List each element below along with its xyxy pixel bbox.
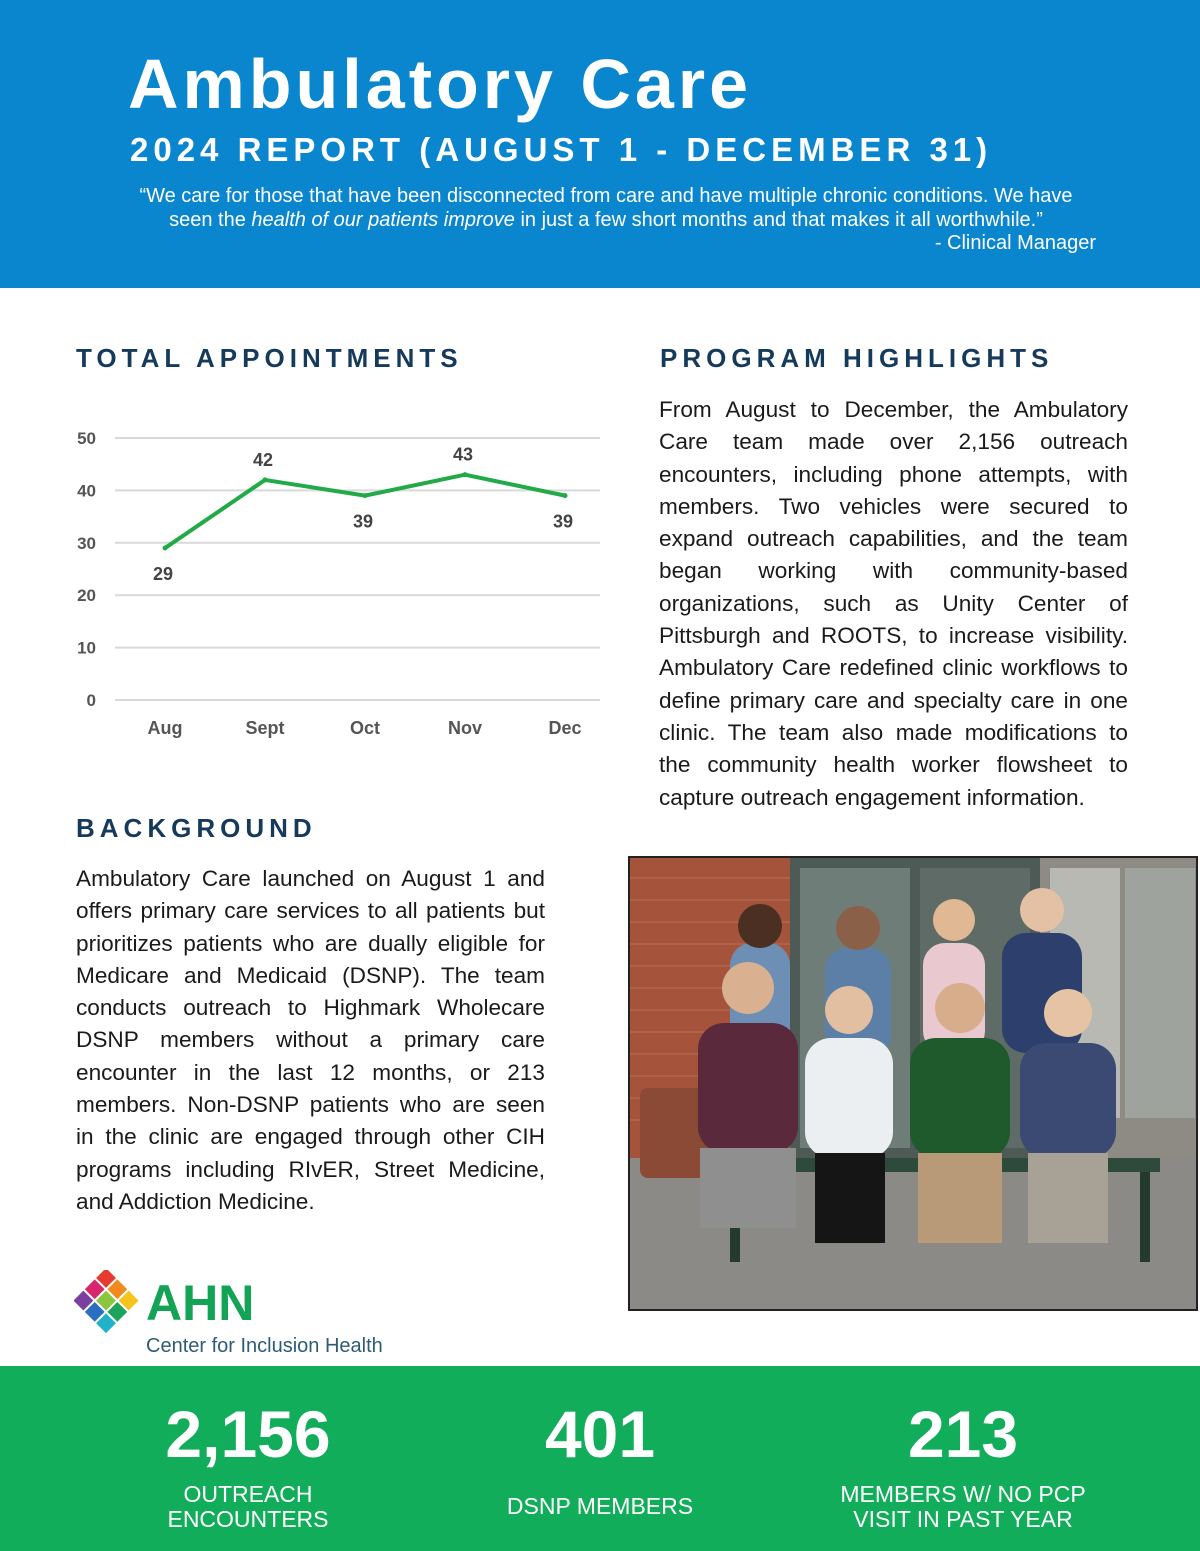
data-point: [163, 546, 168, 551]
stat-outreach: [68, 1366, 428, 1532]
logo-tagline: Center for Inclusion Health: [146, 1335, 383, 1357]
stat-value: 2,156: [165, 1397, 331, 1471]
report-subtitle: 2024 REPORT (AUGUST 1 - DECEMBER 31): [130, 131, 993, 168]
stat-label: [420, 1494, 780, 1519]
stat-label: [68, 1482, 428, 1532]
x-tick-label: Sept: [245, 718, 285, 738]
data-label: 39: [552, 511, 574, 532]
quote-emphasis: health of our patients improve: [251, 209, 515, 231]
y-tick-label: 10: [77, 638, 96, 658]
y-tick-label: 30: [77, 533, 96, 553]
logo-name: AHN: [146, 1275, 255, 1331]
quote: [116, 184, 1096, 232]
stat-label-line1: DSNP MEMBERS: [506, 1493, 694, 1519]
team-photo-illustration: [630, 858, 1198, 1311]
stat-value: 213: [907, 1397, 1019, 1471]
data-label: 42: [252, 449, 274, 470]
y-tick-label: 0: [86, 691, 96, 710]
quote-attribution: - Clinical Manager: [934, 232, 1096, 254]
logo-mark-icon: [74, 1270, 414, 1360]
x-tick-label: Nov: [447, 718, 483, 738]
y-tick-label: 20: [77, 586, 96, 606]
data-point: [563, 493, 568, 498]
header-banner: [0, 0, 1200, 288]
team-photo: [628, 856, 1198, 1311]
background-heading: BACKGROUND: [76, 813, 317, 843]
appointments-chart: [60, 420, 620, 750]
data-point: [263, 477, 268, 482]
data-point: [463, 472, 468, 477]
y-tick-label: 50: [77, 429, 96, 448]
line-chart: [60, 420, 620, 750]
data-label: 29: [152, 564, 174, 585]
y-tick-label: 40: [77, 481, 96, 501]
stat-no-pcp: [783, 1366, 1143, 1532]
stats-footer: [0, 1366, 1200, 1551]
x-tick-label: Oct: [349, 718, 381, 738]
stat-dsnp: [420, 1366, 780, 1519]
quote-text-2: in just a few short months and that makes it all worthwhile.”: [514, 209, 1043, 231]
appointments-heading: TOTAL APPOINTMENTS: [76, 343, 463, 373]
stat-label: [783, 1482, 1143, 1532]
page-title: Ambulatory Care: [128, 45, 753, 123]
stat-value: 401: [544, 1397, 656, 1471]
stat-label-line1: MEMBERS W/ NO PCP: [840, 1481, 1086, 1507]
stat-label-line2: ENCOUNTERS: [167, 1506, 329, 1532]
stat-label-line2: VISIT IN PAST YEAR: [853, 1506, 1073, 1532]
stat-label-line1: OUTREACH: [183, 1481, 313, 1507]
data-label: 43: [452, 444, 474, 465]
ahn-logo: [74, 1270, 414, 1360]
x-tick-label: Dec: [548, 718, 582, 738]
highlights-text: From August to December, the Ambulatory Care team made over 2,156 outreach encounters, including phone attempts, with members. Two vehicles were secured to expand outreach capabilities, and the team began working with community-based organizations, such as Unity Center of Pittsburgh and ROOTS, to increase visibility. Ambulatory Care redefined clinic workflows to define primary care and specialty care in one clinic. The team also made modifications to the community health worker flowsheet to capture outreach engagement information.: [659, 397, 1128, 810]
highlights-heading: PROGRAM HIGHLIGHTS: [660, 343, 1054, 373]
data-label: 39: [352, 511, 374, 532]
x-tick-label: Aug: [147, 718, 183, 738]
background-text: Ambulatory Care launched on August 1 and offers primary care services to all patients but prioritizes patients who are dually eligible for Medicare and Medicaid (DSNP). The team conducts outreach to Highmark Wholecare DSNP members without a primary care encounter in the last 12 months, or 213 members. Non-DSNP patients who are seen in the clinic are engaged through other CIH programs including RIvER, Street Medicine, and Addiction Medicine.: [76, 866, 545, 1214]
quote-text-1: “We care for those that have been disconnected from care and have multiple chronic conditions. We have seen the: [139, 185, 1073, 231]
data-point: [363, 493, 368, 498]
